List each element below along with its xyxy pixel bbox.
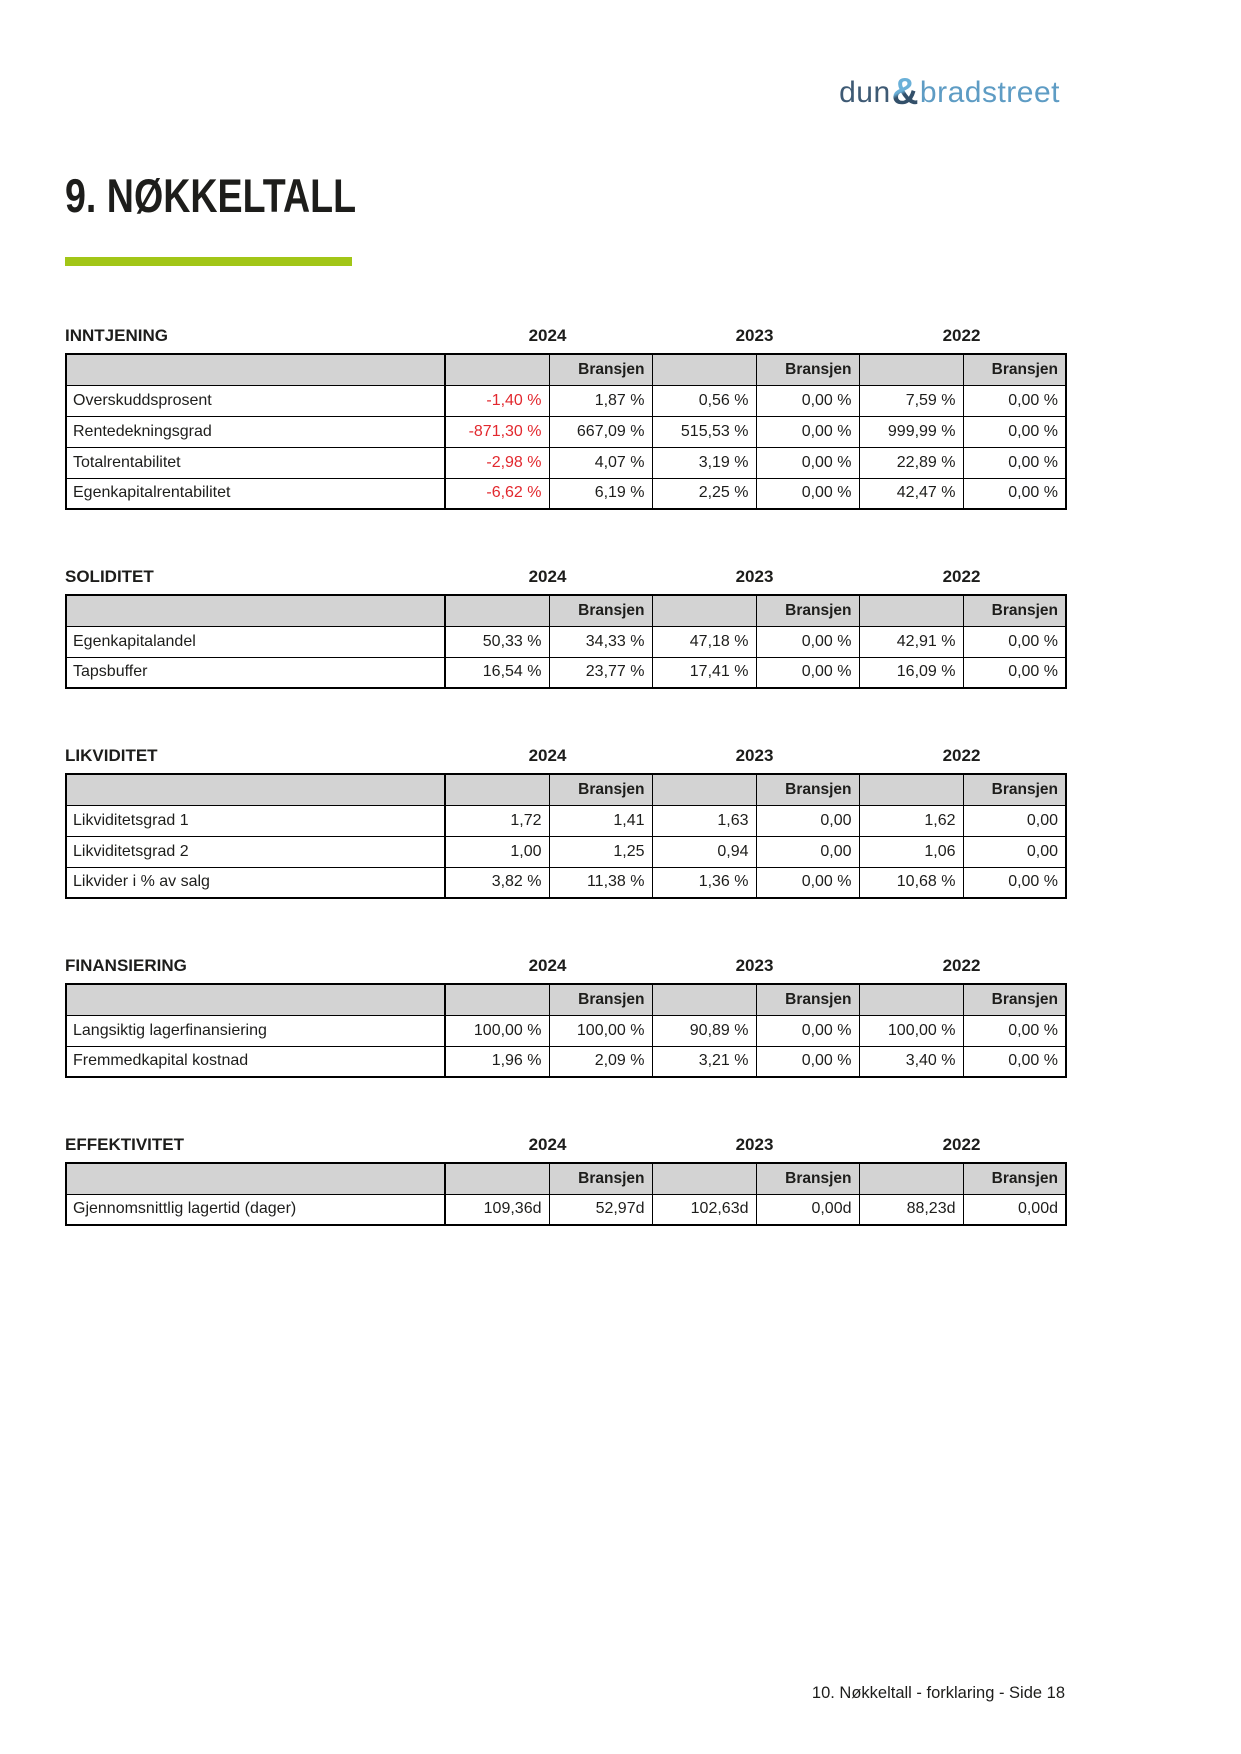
- value-cell: 1,06: [859, 836, 963, 867]
- row-label-cell: Egenkapitalandel: [66, 626, 445, 657]
- table-effektivitet: [65, 1162, 1067, 1226]
- value-cell: 22,89 %: [859, 447, 963, 478]
- year-label: 2023: [735, 746, 774, 765]
- year-label: 2024: [528, 1135, 567, 1154]
- value-cell: 0,00 %: [963, 657, 1066, 688]
- bransjen-header-cell: Bransjen: [756, 1163, 859, 1194]
- value-cell: 0,00d: [963, 1194, 1066, 1225]
- value-cell: 515,53 %: [652, 416, 756, 447]
- value-cell: 0,00 %: [963, 1046, 1066, 1077]
- value-cell: 0,00 %: [756, 1015, 859, 1046]
- year-label: 2024: [528, 746, 567, 765]
- year-label: 2022: [942, 326, 981, 345]
- value-cell: 0,94: [652, 836, 756, 867]
- year-label: 2022: [942, 956, 981, 975]
- header-empty-cell: [859, 774, 963, 805]
- bransjen-header-cell: Bransjen: [963, 595, 1066, 626]
- value-cell: 0,00: [963, 805, 1066, 836]
- section-title-inntjening: INNTJENING: [65, 326, 168, 345]
- value-cell: 0,00 %: [756, 385, 859, 416]
- bransjen-header-cell: Bransjen: [963, 1163, 1066, 1194]
- header-empty-cell: [652, 595, 756, 626]
- value-cell: 0,00: [963, 836, 1066, 867]
- header-empty-cell: [859, 984, 963, 1015]
- value-cell: 16,09 %: [859, 657, 963, 688]
- row-label-cell: Totalrentabilitet: [66, 447, 445, 478]
- table-row: [66, 867, 1066, 898]
- value-cell: 4,07 %: [549, 447, 652, 478]
- value-cell: 34,33 %: [549, 626, 652, 657]
- value-cell: 109,36d: [445, 1194, 549, 1225]
- bransjen-header-cell: Bransjen: [756, 984, 859, 1015]
- value-cell: -1,40 %: [445, 385, 549, 416]
- value-cell: 0,00 %: [756, 447, 859, 478]
- year-label: 2024: [528, 326, 567, 345]
- value-cell: 52,97d: [549, 1194, 652, 1225]
- table-header-row: [66, 595, 1066, 626]
- table-row: [66, 447, 1066, 478]
- value-cell: 0,00 %: [963, 478, 1066, 509]
- section-likviditet: [65, 746, 1065, 899]
- value-cell: 0,00 %: [756, 478, 859, 509]
- value-cell: 50,33 %: [445, 626, 549, 657]
- value-cell: 0,00 %: [963, 385, 1066, 416]
- header-label-cell: [66, 1163, 445, 1194]
- value-cell: 102,63d: [652, 1194, 756, 1225]
- value-cell: 1,25: [549, 836, 652, 867]
- value-cell: 6,19 %: [549, 478, 652, 509]
- header-empty-cell: [445, 1163, 549, 1194]
- value-cell: 42,91 %: [859, 626, 963, 657]
- table-row: [66, 1046, 1066, 1077]
- table-header-row: [66, 774, 1066, 805]
- value-cell: 42,47 %: [859, 478, 963, 509]
- bransjen-header-cell: Bransjen: [756, 354, 859, 385]
- section-inntjening: [65, 326, 1065, 510]
- bransjen-header-cell: Bransjen: [549, 1163, 652, 1194]
- value-cell: 3,19 %: [652, 447, 756, 478]
- section-head-soliditet: [65, 567, 1065, 587]
- page-title: 9. NØKKELTALL: [65, 169, 357, 222]
- year-label: 2024: [528, 956, 567, 975]
- value-cell: 17,41 %: [652, 657, 756, 688]
- value-cell: 0,00d: [756, 1194, 859, 1225]
- header-empty-cell: [652, 774, 756, 805]
- section-head-finansiering: [65, 956, 1065, 976]
- value-cell: 0,00 %: [756, 657, 859, 688]
- value-cell: 1,72: [445, 805, 549, 836]
- value-cell: 100,00 %: [859, 1015, 963, 1046]
- header-empty-cell: [859, 354, 963, 385]
- section-title-effektivitet: EFFEKTIVITET: [65, 1135, 184, 1154]
- value-cell: 1,87 %: [549, 385, 652, 416]
- value-cell: 1,62: [859, 805, 963, 836]
- table-row: [66, 478, 1066, 509]
- year-label: 2022: [942, 746, 981, 765]
- value-cell: -2,98 %: [445, 447, 549, 478]
- table-row: [66, 1015, 1066, 1046]
- table-inntjening: [65, 353, 1067, 510]
- header-empty-cell: [652, 984, 756, 1015]
- table-row: [66, 626, 1066, 657]
- value-cell: 1,00: [445, 836, 549, 867]
- section-head-inntjening: [65, 326, 1065, 346]
- value-cell: 0,00: [756, 805, 859, 836]
- header-empty-cell: [859, 1163, 963, 1194]
- title-accent-bar: [65, 257, 352, 266]
- bransjen-header-cell: Bransjen: [549, 595, 652, 626]
- header-empty-cell: [652, 1163, 756, 1194]
- value-cell: 7,59 %: [859, 385, 963, 416]
- header-label-cell: [66, 774, 445, 805]
- value-cell: 11,38 %: [549, 867, 652, 898]
- logo-ampersand-icon: &: [891, 71, 919, 112]
- table-row: [66, 836, 1066, 867]
- value-cell: -6,62 %: [445, 478, 549, 509]
- year-label: 2023: [735, 567, 774, 586]
- header-empty-cell: [859, 595, 963, 626]
- section-finansiering: [65, 956, 1065, 1078]
- table-row: [66, 385, 1066, 416]
- table-soliditet: [65, 594, 1067, 689]
- row-label-cell: Egenkapitalrentabilitet: [66, 478, 445, 509]
- year-label: 2024: [528, 567, 567, 586]
- bransjen-header-cell: Bransjen: [756, 595, 859, 626]
- header-empty-cell: [445, 354, 549, 385]
- year-label: 2023: [735, 326, 774, 345]
- value-cell: 3,40 %: [859, 1046, 963, 1077]
- value-cell: 1,63: [652, 805, 756, 836]
- table-likviditet: [65, 773, 1067, 899]
- value-cell: 2,25 %: [652, 478, 756, 509]
- year-label: 2023: [735, 956, 774, 975]
- table-row: [66, 1194, 1066, 1225]
- value-cell: 0,00: [756, 836, 859, 867]
- bransjen-header-cell: Bransjen: [963, 774, 1066, 805]
- table-header-row: [66, 1163, 1066, 1194]
- value-cell: 0,56 %: [652, 385, 756, 416]
- row-label-cell: Langsiktig lagerfinansiering: [66, 1015, 445, 1046]
- logo-text-bradstreet: bradstreet: [919, 76, 1060, 109]
- logo-text-dun: dun: [839, 76, 891, 109]
- value-cell: 90,89 %: [652, 1015, 756, 1046]
- value-cell: 16,54 %: [445, 657, 549, 688]
- value-cell: 100,00 %: [549, 1015, 652, 1046]
- row-label-cell: Gjennomsnittlig lagertid (dager): [66, 1194, 445, 1225]
- value-cell: 1,96 %: [445, 1046, 549, 1077]
- section-head-effektivitet: [65, 1135, 1065, 1155]
- value-cell: 1,41: [549, 805, 652, 836]
- section-effektivitet: [65, 1135, 1065, 1226]
- value-cell: 0,00 %: [963, 447, 1066, 478]
- value-cell: 10,68 %: [859, 867, 963, 898]
- row-label-cell: Likviditetsgrad 1: [66, 805, 445, 836]
- bransjen-header-cell: Bransjen: [963, 984, 1066, 1015]
- row-label-cell: Tapsbuffer: [66, 657, 445, 688]
- header-label-cell: [66, 984, 445, 1015]
- value-cell: 0,00 %: [963, 416, 1066, 447]
- dun-bradstreet-logo: [839, 72, 1060, 118]
- table-row: [66, 805, 1066, 836]
- bransjen-header-cell: Bransjen: [549, 984, 652, 1015]
- table-row: [66, 657, 1066, 688]
- section-title-likviditet: LIKVIDITET: [65, 746, 158, 765]
- bransjen-header-cell: Bransjen: [756, 774, 859, 805]
- value-cell: 0,00 %: [756, 416, 859, 447]
- value-cell: 3,21 %: [652, 1046, 756, 1077]
- value-cell: 999,99 %: [859, 416, 963, 447]
- value-cell: 2,09 %: [549, 1046, 652, 1077]
- bransjen-header-cell: Bransjen: [963, 354, 1066, 385]
- value-cell: 0,00 %: [756, 867, 859, 898]
- header-empty-cell: [445, 984, 549, 1015]
- year-label: 2022: [942, 567, 981, 586]
- value-cell: 0,00 %: [756, 626, 859, 657]
- year-label: 2023: [735, 1135, 774, 1154]
- table-header-row: [66, 984, 1066, 1015]
- section-head-likviditet: [65, 746, 1065, 766]
- value-cell: 23,77 %: [549, 657, 652, 688]
- value-cell: 667,09 %: [549, 416, 652, 447]
- page-footer: 10. Nøkkeltall - forklaring - Side 18: [811, 1684, 1065, 1702]
- value-cell: 47,18 %: [652, 626, 756, 657]
- value-cell: 88,23d: [859, 1194, 963, 1225]
- section-soliditet: [65, 567, 1065, 689]
- row-label-cell: Likviditetsgrad 2: [66, 836, 445, 867]
- value-cell: 100,00 %: [445, 1015, 549, 1046]
- value-cell: 0,00 %: [963, 867, 1066, 898]
- value-cell: 0,00 %: [756, 1046, 859, 1077]
- header-empty-cell: [652, 354, 756, 385]
- header-empty-cell: [445, 595, 549, 626]
- year-label: 2022: [942, 1135, 981, 1154]
- value-cell: 0,00 %: [963, 626, 1066, 657]
- table-finansiering: [65, 983, 1067, 1078]
- row-label-cell: Rentedekningsgrad: [66, 416, 445, 447]
- row-label-cell: Fremmedkapital kostnad: [66, 1046, 445, 1077]
- value-cell: 1,36 %: [652, 867, 756, 898]
- value-cell: 0,00 %: [963, 1015, 1066, 1046]
- value-cell: 3,82 %: [445, 867, 549, 898]
- table-header-row: [66, 354, 1066, 385]
- value-cell: -871,30 %: [445, 416, 549, 447]
- section-title-soliditet: SOLIDITET: [65, 567, 154, 586]
- header-label-cell: [66, 354, 445, 385]
- table-row: [66, 416, 1066, 447]
- sections: [65, 326, 1065, 1283]
- row-label-cell: Likvider i % av salg: [66, 867, 445, 898]
- header-label-cell: [66, 595, 445, 626]
- bransjen-header-cell: Bransjen: [549, 774, 652, 805]
- row-label-cell: Overskuddsprosent: [66, 385, 445, 416]
- bransjen-header-cell: Bransjen: [549, 354, 652, 385]
- header-empty-cell: [445, 774, 549, 805]
- section-title-finansiering: FINANSIERING: [65, 956, 187, 975]
